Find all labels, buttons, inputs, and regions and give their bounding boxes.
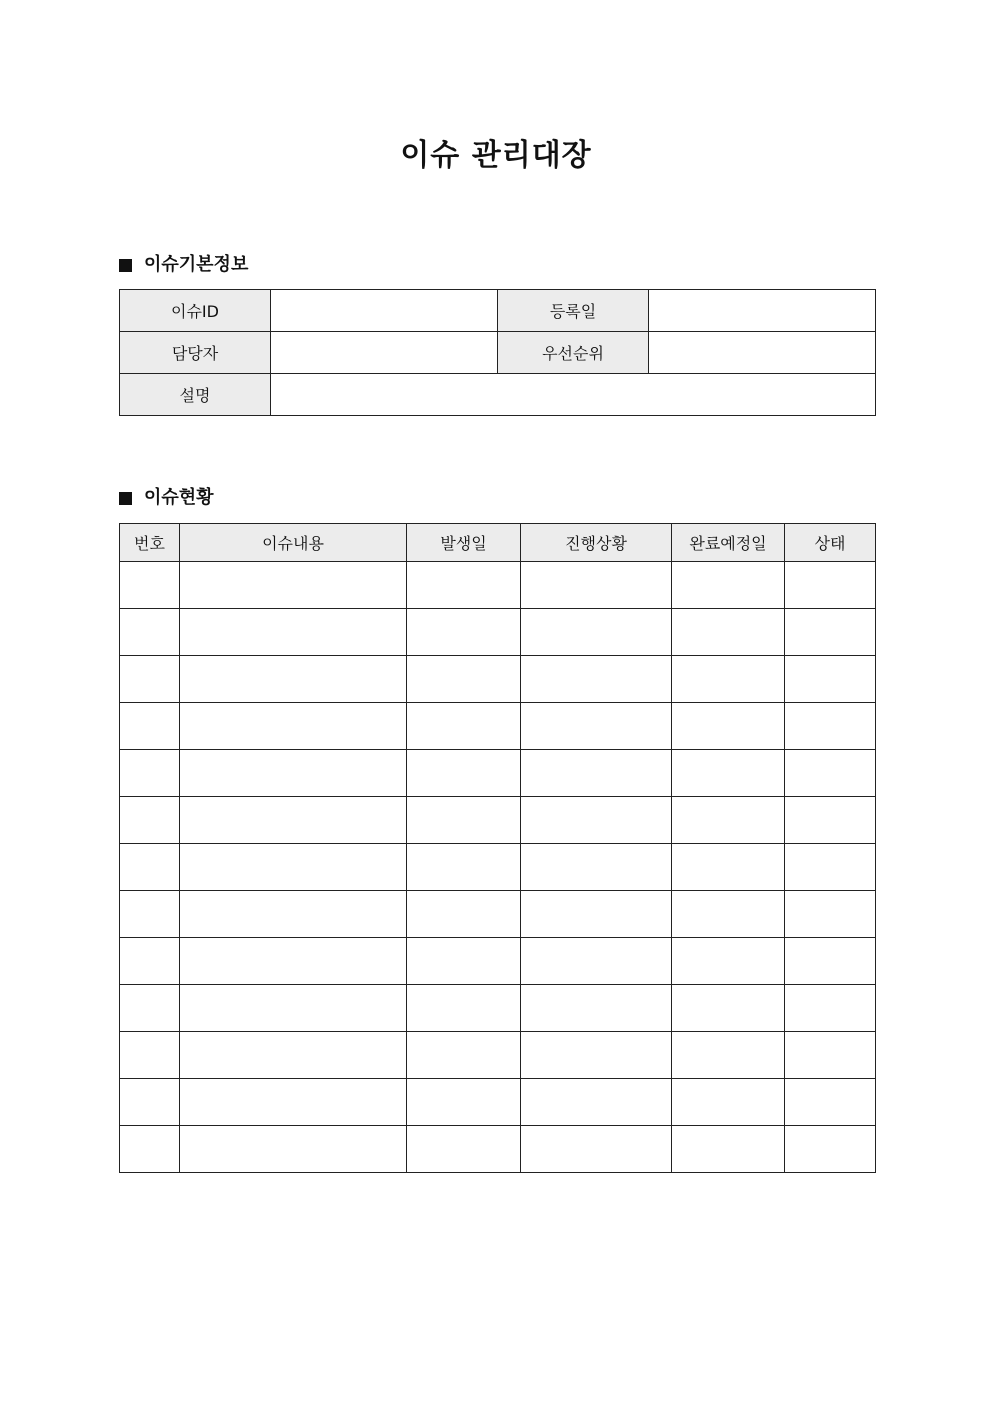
content-cell[interactable] <box>180 1126 407 1173</box>
state-cell[interactable] <box>785 938 876 985</box>
table-row <box>120 290 876 332</box>
column-header-due-date: 완료예정일 <box>672 524 785 562</box>
state-cell[interactable] <box>785 656 876 703</box>
description-field[interactable] <box>271 374 876 416</box>
state-cell[interactable] <box>785 609 876 656</box>
due-date-cell[interactable] <box>672 1032 785 1079</box>
occurred-date-cell[interactable] <box>407 1079 521 1126</box>
progress-cell[interactable] <box>521 797 672 844</box>
state-cell[interactable] <box>785 985 876 1032</box>
section-heading-label: 이슈현황 <box>144 487 214 508</box>
number-cell[interactable] <box>120 985 180 1032</box>
column-header-progress: 진행상황 <box>521 524 672 562</box>
number-cell[interactable] <box>120 1126 180 1173</box>
content-cell[interactable] <box>180 985 407 1032</box>
due-date-cell[interactable] <box>672 1079 785 1126</box>
progress-cell[interactable] <box>521 750 672 797</box>
content-cell[interactable] <box>180 844 407 891</box>
table-row <box>120 374 876 416</box>
issue-id-field[interactable] <box>271 290 498 332</box>
progress-cell[interactable] <box>521 703 672 750</box>
number-cell[interactable] <box>120 891 180 938</box>
table-row <box>120 1126 876 1173</box>
number-cell[interactable] <box>120 703 180 750</box>
table-row <box>120 797 876 844</box>
table-row <box>120 938 876 985</box>
table-row <box>120 891 876 938</box>
issue-status-body <box>120 562 876 1173</box>
state-cell[interactable] <box>785 844 876 891</box>
priority-field[interactable] <box>649 332 876 374</box>
section-heading-issue-status <box>119 486 214 510</box>
number-cell[interactable] <box>120 562 180 609</box>
reg-date-field[interactable] <box>649 290 876 332</box>
occurred-date-cell[interactable] <box>407 703 521 750</box>
occurred-date-cell[interactable] <box>407 1032 521 1079</box>
number-cell[interactable] <box>120 844 180 891</box>
progress-cell[interactable] <box>521 938 672 985</box>
due-date-cell[interactable] <box>672 844 785 891</box>
issue-status-table <box>119 523 876 1173</box>
content-cell[interactable] <box>180 562 407 609</box>
table-row <box>120 609 876 656</box>
occurred-date-cell[interactable] <box>407 891 521 938</box>
progress-cell[interactable] <box>521 562 672 609</box>
section-heading-label: 이슈기본정보 <box>144 254 249 275</box>
column-header-state: 상태 <box>785 524 876 562</box>
due-date-cell[interactable] <box>672 797 785 844</box>
table-row <box>120 656 876 703</box>
number-cell[interactable] <box>120 750 180 797</box>
progress-cell[interactable] <box>521 844 672 891</box>
due-date-cell[interactable] <box>672 750 785 797</box>
state-cell[interactable] <box>785 1032 876 1079</box>
due-date-cell[interactable] <box>672 562 785 609</box>
table-header-row <box>120 524 876 562</box>
due-date-cell[interactable] <box>672 703 785 750</box>
state-cell[interactable] <box>785 1079 876 1126</box>
priority-label: 우선순위 <box>498 332 649 374</box>
table-row <box>120 332 876 374</box>
progress-cell[interactable] <box>521 1126 672 1173</box>
table-row <box>120 750 876 797</box>
progress-cell[interactable] <box>521 985 672 1032</box>
number-cell[interactable] <box>120 797 180 844</box>
number-cell[interactable] <box>120 609 180 656</box>
occurred-date-cell[interactable] <box>407 1126 521 1173</box>
state-cell[interactable] <box>785 750 876 797</box>
section-heading-basic-info <box>119 253 248 277</box>
state-cell[interactable] <box>785 703 876 750</box>
due-date-cell[interactable] <box>672 609 785 656</box>
state-cell[interactable] <box>785 1126 876 1173</box>
column-header-number: 번호 <box>120 524 180 562</box>
state-cell[interactable] <box>785 797 876 844</box>
due-date-cell[interactable] <box>672 938 785 985</box>
content-cell[interactable] <box>180 703 407 750</box>
occurred-date-cell[interactable] <box>407 797 521 844</box>
progress-cell[interactable] <box>521 609 672 656</box>
table-row <box>120 844 876 891</box>
table-row <box>120 1079 876 1126</box>
basic-info-table <box>119 289 876 416</box>
square-bullet-icon <box>119 492 132 505</box>
occurred-date-cell[interactable] <box>407 844 521 891</box>
due-date-cell[interactable] <box>672 656 785 703</box>
occurred-date-cell[interactable] <box>407 938 521 985</box>
due-date-cell[interactable] <box>672 891 785 938</box>
reg-date-label: 등록일 <box>498 290 649 332</box>
occurred-date-cell[interactable] <box>407 562 521 609</box>
issue-id-label: 이슈ID <box>120 290 271 332</box>
document-title: 이슈 관리대장 <box>400 138 592 173</box>
number-cell[interactable] <box>120 938 180 985</box>
number-cell[interactable] <box>120 1032 180 1079</box>
description-label: 설명 <box>120 374 271 416</box>
content-cell[interactable] <box>180 938 407 985</box>
column-header-occurred-date: 발생일 <box>407 524 521 562</box>
content-cell[interactable] <box>180 797 407 844</box>
due-date-cell[interactable] <box>672 1126 785 1173</box>
square-bullet-icon <box>119 259 132 272</box>
progress-cell[interactable] <box>521 656 672 703</box>
owner-label: 담당자 <box>120 332 271 374</box>
content-cell[interactable] <box>180 1079 407 1126</box>
content-cell[interactable] <box>180 656 407 703</box>
state-cell[interactable] <box>785 891 876 938</box>
content-cell[interactable] <box>180 891 407 938</box>
due-date-cell[interactable] <box>672 985 785 1032</box>
number-cell[interactable] <box>120 656 180 703</box>
occurred-date-cell[interactable] <box>407 750 521 797</box>
content-cell[interactable] <box>180 750 407 797</box>
progress-cell[interactable] <box>521 1032 672 1079</box>
table-row <box>120 562 876 609</box>
occurred-date-cell[interactable] <box>407 985 521 1032</box>
column-header-content: 이슈내용 <box>180 524 407 562</box>
table-row <box>120 985 876 1032</box>
content-cell[interactable] <box>180 609 407 656</box>
progress-cell[interactable] <box>521 1079 672 1126</box>
content-cell[interactable] <box>180 1032 407 1079</box>
state-cell[interactable] <box>785 562 876 609</box>
table-row <box>120 1032 876 1079</box>
number-cell[interactable] <box>120 1079 180 1126</box>
occurred-date-cell[interactable] <box>407 656 521 703</box>
progress-cell[interactable] <box>521 891 672 938</box>
occurred-date-cell[interactable] <box>407 609 521 656</box>
table-row <box>120 703 876 750</box>
owner-field[interactable] <box>271 332 498 374</box>
